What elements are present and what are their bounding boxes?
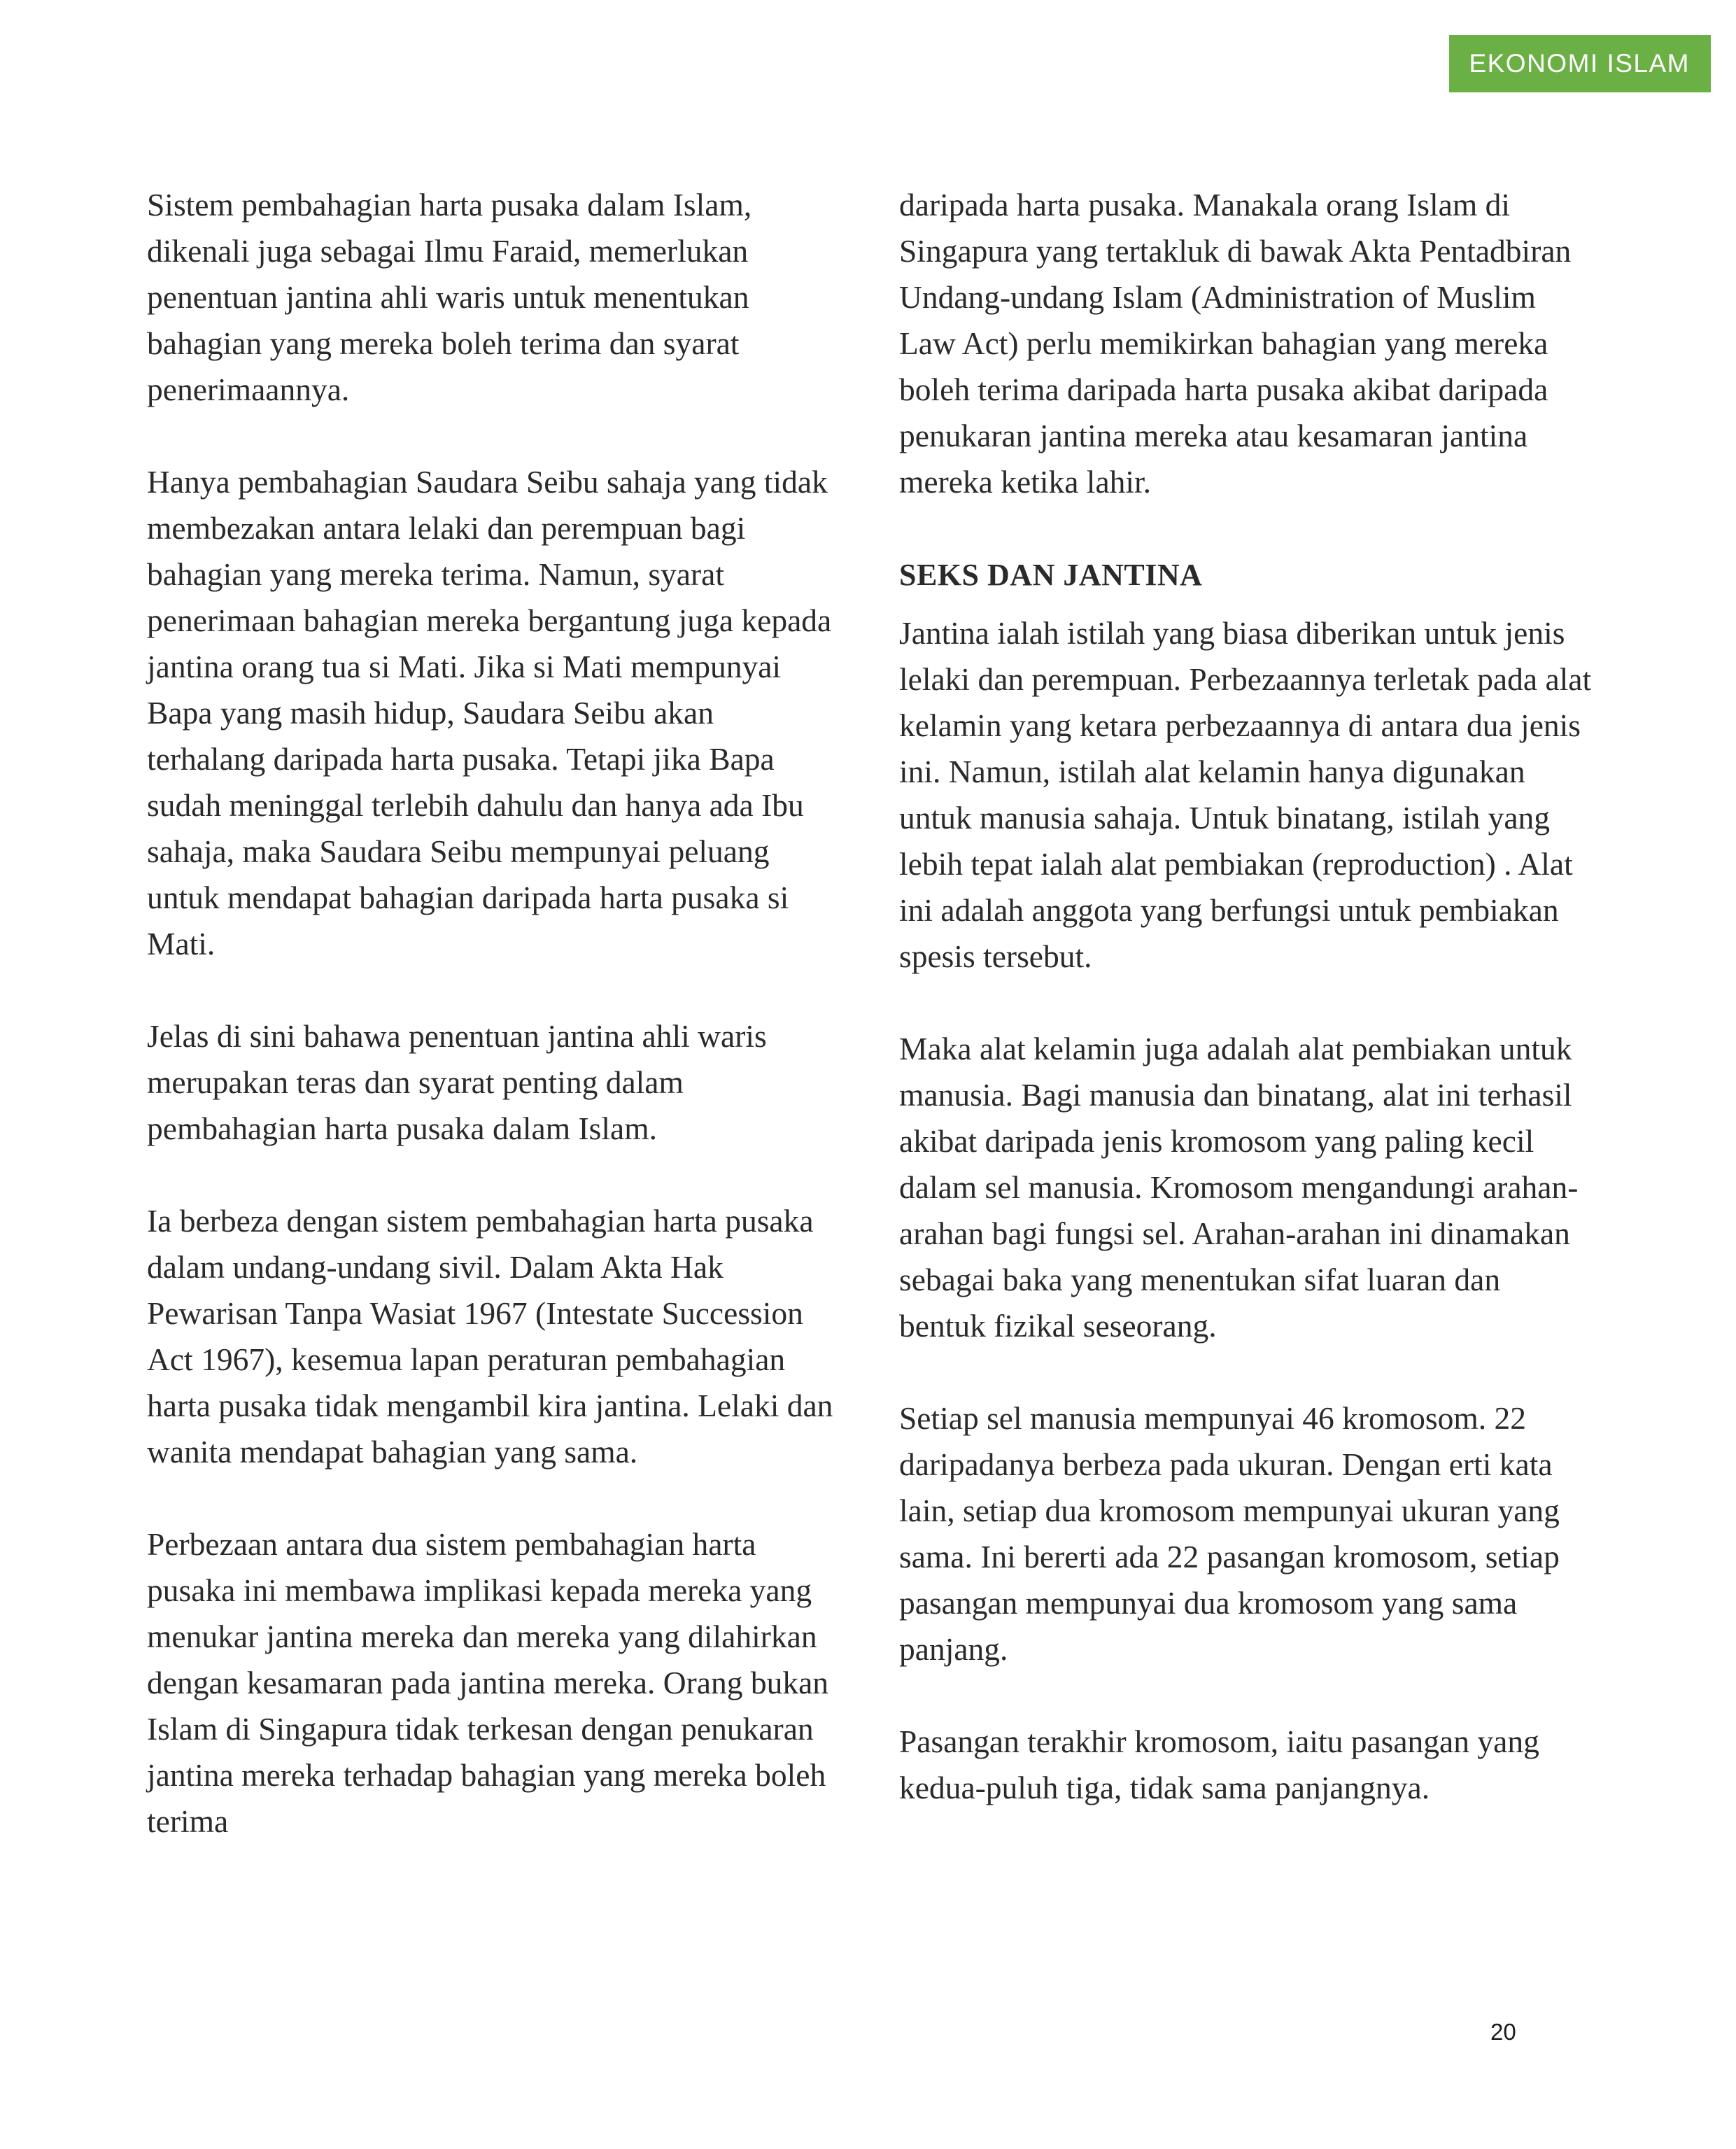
left-column	[147, 182, 840, 1891]
paragraph: Pasangan terakhir kromosom, iaitu pasangan yang kedua-puluh tiga, tidak sama panjangnya.	[899, 1724, 1539, 1805]
section-heading: SEKS DAN JANTINA	[899, 558, 1203, 592]
paragraph: Jantina ialah istilah yang biasa diberikan untuk jenis lelaki dan perempuan. Perbezaannya terletak pada alat kelamin yang ketara perbezaannya di antara dua jenis ini. Namun, istilah alat kelamin hanya digunakan untuk manusia sahaja. Untuk binatang, istilah yang lebih tepat ialah alat pembiakan (reproduction) . Alat ini adalah anggota yang berfungsi untuk pembiakan spesis tersebut.	[899, 615, 1592, 974]
paragraph: Perbezaan antara dua sistem pembahagian harta pusaka ini membawa implikasi kepada mereka yang menukar jantina mereka dan mereka yang dilahirkan dengan kesamaran pada jantina mereka. Orang bukan Islam di Singapura tidak terkesan dengan penukaran jantina mereka terhadap bahagian yang mereka boleh terima	[147, 1526, 829, 1839]
right-column	[899, 182, 1592, 1857]
paragraph: Maka alat kelamin juga adalah alat pembiakan untuk manusia. Bagi manusia dan binatang, alat ini terhasil akibat daripada jenis kromosom yang paling kecil dalam sel manusia. Kromosom mengandungi arahan-arahan bagi fungsi sel. Arahan-arahan ini dinamakan sebagai baka yang menentukan sifat luaran dan bentuk fizikal seseorang.	[899, 1031, 1579, 1344]
paragraph: Ia berbeza dengan sistem pembahagian harta pusaka dalam undang-undang sivil. Dalam Akta Hak Pewarisan Tanpa Wasiat 1967 (Intestate Succession Act 1967), kesemua lapan peraturan pembahagian harta pusaka tidak mengambil kira jantina. Lelaki dan wanita mendapat bahagian yang sama.	[147, 1203, 833, 1470]
page-number: 20	[1490, 2019, 1516, 2045]
paragraph: Sistem pembahagian harta pusaka dalam Islam, dikenali juga sebagai Ilmu Faraid, memerlukan penentuan jantina ahli waris untuk menentukan bahagian yang mereka boleh terima dan syarat penerimaannya.	[147, 187, 752, 407]
paragraph: Setiap sel manusia mempunyai 46 kromosom. 22 daripadanya berbeza pada ukuran. Dengan erti kata lain, setiap dua kromosom mempunyai ukuran yang sama. Ini bererti ada 22 pasangan kromosom, setiap pasangan mempunyai dua kromosom yang sama panjang.	[899, 1400, 1560, 1667]
paragraph: Jelas di sini bahawa penentuan jantina ahli waris merupakan teras dan syarat penting dalam pembahagian harta pusaka dalam Islam.	[147, 1018, 767, 1146]
paragraph-continued: daripada harta pusaka. Manakala orang Islam di Singapura yang tertakluk di bawak Akta Pentadbiran Undang-undang Islam (Administration of Muslim Law Act) perlu memikirkan bahagian yang mereka boleh terima daripada harta pusaka akibat daripada penukaran jantina mereka atau kesamaran jantina mereka ketika lahir.	[899, 187, 1572, 500]
paragraph: Hanya pembahagian Saudara Seibu sahaja yang tidak membezakan antara lelaki dan perempuan bagi bahagian yang mereka terima. Namun, syarat penerimaan bahagian mereka bergantung juga kepada jantina orang tua si Mati. Jika si Mati mempunyai Bapa yang masih hidup, Saudara Seibu akan terhalang daripada harta pusaka. Tetapi jika Bapa sudah meninggal terlebih dahulu dan hanya ada Ibu sahaja, maka Saudara Seibu mempunyai peluang untuk mendapat bahagian daripada harta pusaka si Mati.	[147, 464, 832, 961]
section-tag: EKONOMI ISLAM	[1449, 35, 1711, 92]
